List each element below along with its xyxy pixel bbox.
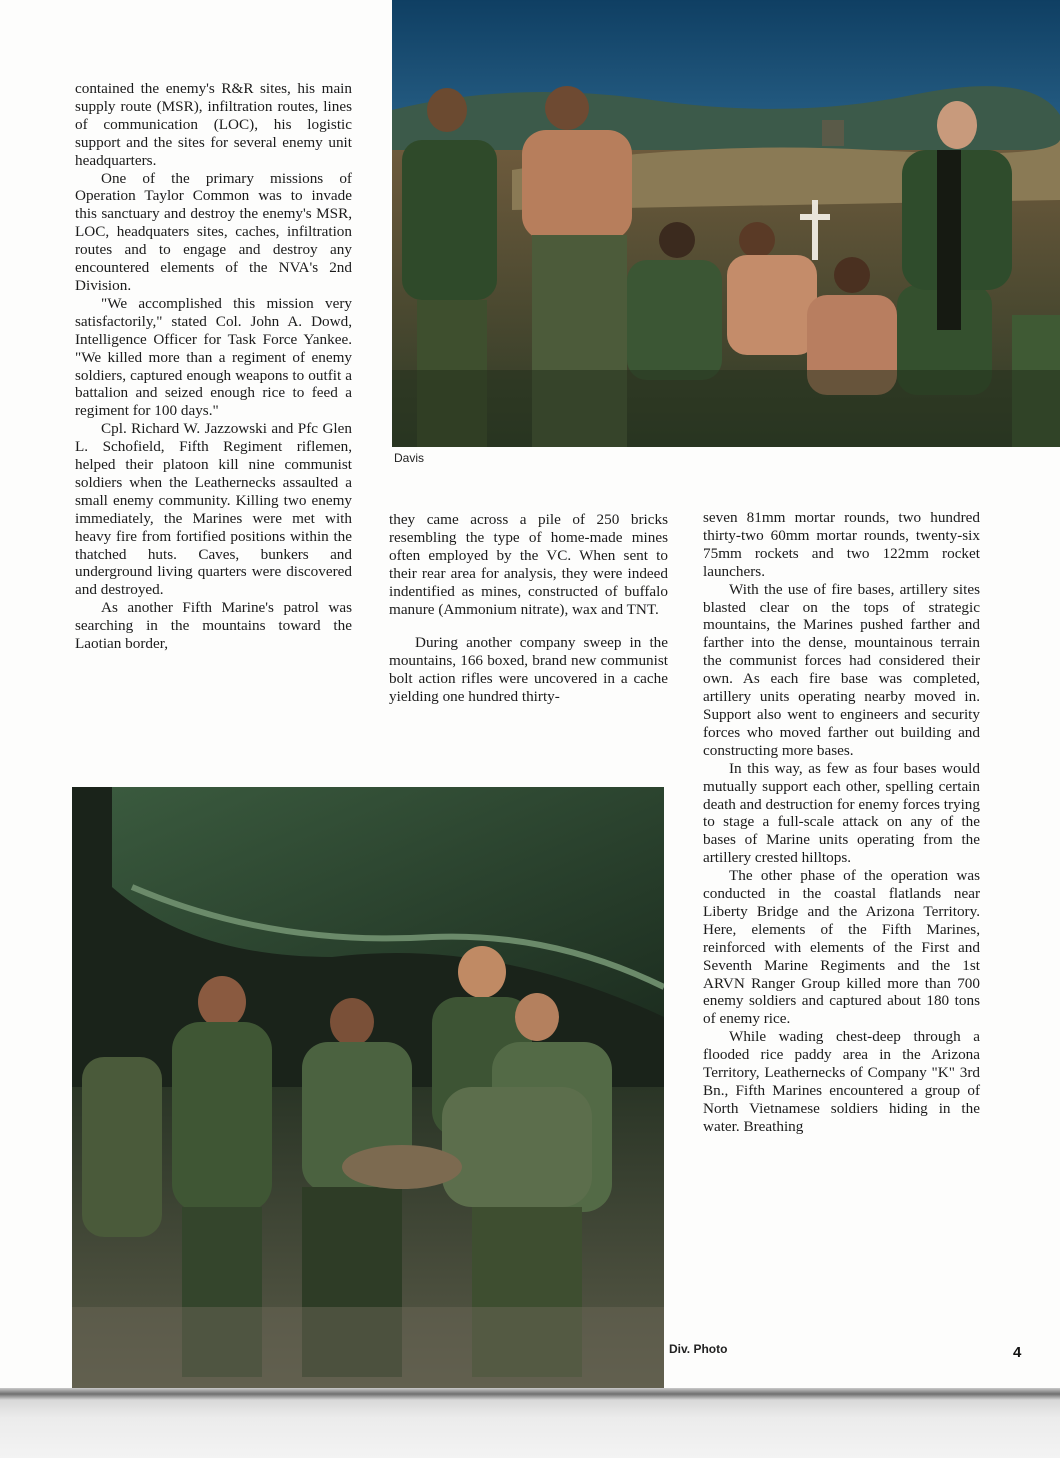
bottom-photo-marines-at-helicopter	[72, 787, 664, 1388]
paragraph: During another company sweep in the mountains, 166 boxed, brand new communist bolt action rifles were uncovered in a cache yielding one hundred thirty-	[389, 634, 668, 706]
paragraph: Cpl. Richard W. Jazzowski and Pfc Glen L. Schofield, Fifth Regiment riflemen, helped their platoon kill nine communist soldiers when the Leathernecks assaulted a small enemy community. Killing two enemy immediately, the Marines were met with heavy fire from fortified positions within the thatched huts. Caves, bunkers and underground living quarters were discovered and destroyed.	[75, 420, 352, 599]
text-column-1	[75, 80, 352, 653]
page-number: 4	[1013, 1344, 1022, 1361]
text-column-3	[703, 509, 980, 1136]
paragraph: "We accomplished this mission very satisfactorily," stated Col. John A. Dowd, Intelligence Officer for Task Force Yankee. "We killed more than a regiment of enemy soldiers, captured enough weapons to outfit a battalion and seized enough rice to feed a regiment for 100 days."	[75, 294, 352, 420]
top-photo-marines-at-memorial	[392, 0, 1060, 447]
bottom-photo-credit: Div. Photo	[669, 1342, 728, 1356]
paragraph: The other phase of the operation was conducted in the coastal flatlands near Liberty Bridge and the Arizona Territory. Here, elements of the Fifth Marines, reinforced with elements of the First and Seventh Marine Regiments and the 1st ARVN Ranger Group killed more than 700 enemy soldiers and captured about 180 tons of enemy rice.	[703, 867, 980, 1028]
top-photo-credit: Davis	[394, 451, 425, 465]
paragraph: they came across a pile of 250 bricks resembling the type of home-made mines often employed by the VC. When sent to their rear area for analysis, they were indeed indentified as mines, constructed of buffalo manure (Ammonium nitrate), wax and TNT.	[389, 511, 668, 618]
scan-bottom-edge	[0, 1388, 1060, 1458]
paragraph: While wading chest-deep through a flooded rice paddy area in the Arizona Territory, Leathernecks of Company "K" 3rd Bn., Fifth Marines encountered a group of North Vietnamese soldiers hiding in the water. Breathing	[703, 1028, 980, 1135]
paragraph: With the use of fire bases, artillery sites blasted clear on the tops of strategic mountains, the Marines pushed farther and farther into the dense, mountainous terrain the communist forces had considered their own. As each fire base was completed, artillery units operating nearby moved in. Support also went to engineers and security forces who moved farther out building and constructing more bases.	[703, 580, 980, 759]
paragraph: seven 81mm mortar rounds, two hundred thirty-two 60mm mortar rounds, twenty-six 75mm rockets and two 122mm rocket launchers.	[703, 509, 980, 580]
paragraph: As another Fifth Marine's patrol was searching in the mountains toward the Laotian border,	[75, 599, 352, 653]
paragraph: contained the enemy's R&R sites, his main supply route (MSR), infiltration routes, lines of communication (LOC), his logistic support and the sites for several enemy unit headquarters.	[75, 80, 352, 169]
paragraph: In this way, as few as four bases would mutually support each other, spelling certain death and destruction for enemy forces trying to stage a full-scale attack on any of the bases of Marine units operating from the artillery crested hilltops.	[703, 759, 980, 867]
text-column-2	[389, 511, 668, 706]
paragraph: One of the primary missions of Operation Taylor Common was to invade this sanctuary and destroy the enemy's MSR, LOC, headquaters sites, caches, infiltration routes and to engage and destroy any encountered elements of the NVA's 2nd Division.	[75, 169, 352, 294]
